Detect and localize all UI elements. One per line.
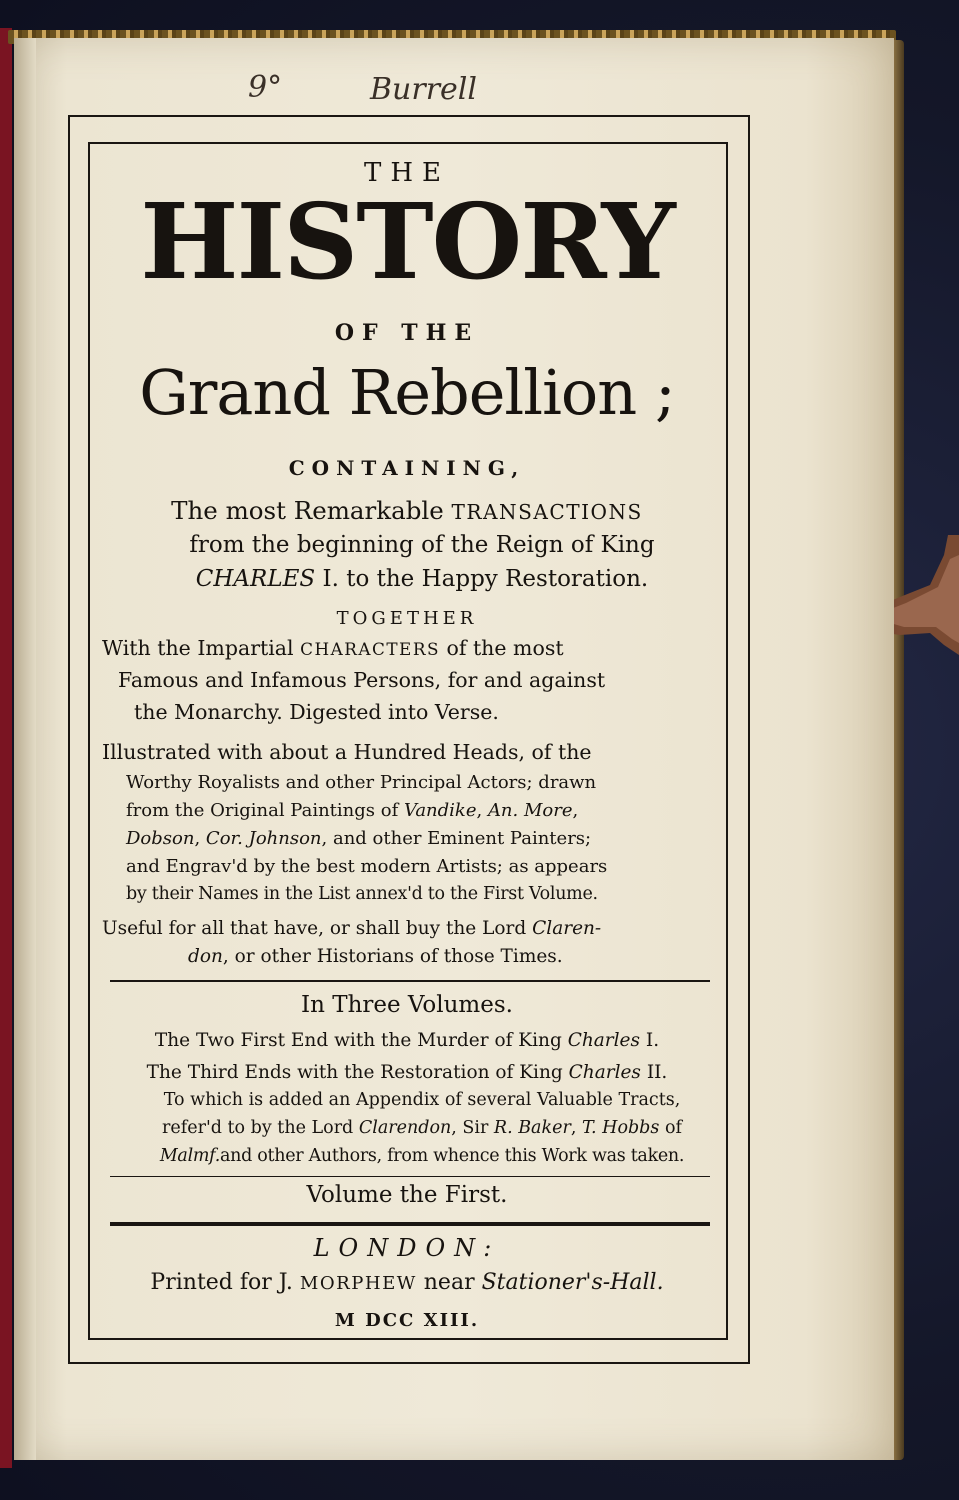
divider-rule: [110, 980, 710, 982]
volumes-line-4: refer'd to by the Lord Clarendon, Sir R. Baker, T. Hobbs of: [162, 1118, 682, 1138]
volumes-line-3: To which is added an Appendix of several Valuable Tracts,: [163, 1090, 681, 1110]
illustrated-line-2: Worthy Royalists and other Principal Actors; drawn: [126, 772, 597, 793]
volumes-heading: In Three Volumes.: [301, 992, 513, 1018]
imprint-city: LONDON:: [313, 1234, 501, 1262]
subtitle-line-3: CHARLES I. to the Happy Restoration.: [195, 566, 649, 592]
illustrated-line-5: and Engrav'd by the best modern Artists; as appears: [126, 856, 608, 877]
together-heading: TOGETHER: [336, 608, 478, 629]
illustrated-line-6: by their Names in the List annex'd to the First Volume.: [126, 884, 598, 904]
title-of-the: OF THE: [334, 320, 480, 346]
volumes-line-5: Malmf.and other Authors, from whence this Work was taken.: [159, 1146, 685, 1166]
title-page-text: [96, 150, 718, 1330]
volumes-line-2: The Third Ends with the Restoration of King Charles II.: [146, 1062, 668, 1083]
illustrated-line-3: from the Original Paintings of Vandike, An. More,: [126, 800, 579, 821]
subtitle-line-1: The most Remarkable TRANSACTIONS: [171, 496, 643, 525]
title-the: THE: [364, 158, 450, 188]
book-cover-edge: [0, 28, 12, 1468]
characters-line-2: Famous and Infamous Persons, for and against: [118, 668, 606, 692]
title-history: HISTORY: [140, 180, 674, 303]
useful-line-2: don, or other Historians of those Times.: [188, 946, 563, 967]
volume-label: Volume the First.: [306, 1182, 508, 1208]
useful-line-1: Useful for all that have, or shall buy the Lord Claren-: [102, 918, 602, 939]
characters-line-1: With the Impartial CHARACTERS of the most: [102, 636, 564, 660]
handwritten-inscription: [240, 66, 520, 116]
inscription-name: Burrell: [370, 72, 477, 107]
imprint-printer: Printed for J. MORPHEW near Stationer's-Hall.: [150, 1270, 664, 1295]
imprint-date: M DCC XIII.: [334, 1310, 480, 1331]
page-gutter: [14, 38, 36, 1460]
inscription-number: 9°: [248, 70, 283, 105]
volumes-line-1: The Two First End with the Murder of King Charles I.: [154, 1030, 660, 1051]
illustrated-line-1: Illustrated with about a Hundred Heads, of the: [102, 740, 592, 764]
divider-rule: [110, 1176, 710, 1177]
subtitle-line-2: from the beginning of the Reign of King: [189, 532, 655, 558]
characters-line-3: the Monarchy. Digested into Verse.: [134, 700, 499, 724]
divider-rule-thick: [110, 1222, 710, 1226]
title-grand-rebellion: Grand Rebellion ;: [139, 356, 675, 429]
title-containing: CONTAINING,: [288, 456, 526, 480]
illustrated-line-4: Dobson, Cor. Johnson, and other Eminent Painters;: [126, 828, 592, 849]
